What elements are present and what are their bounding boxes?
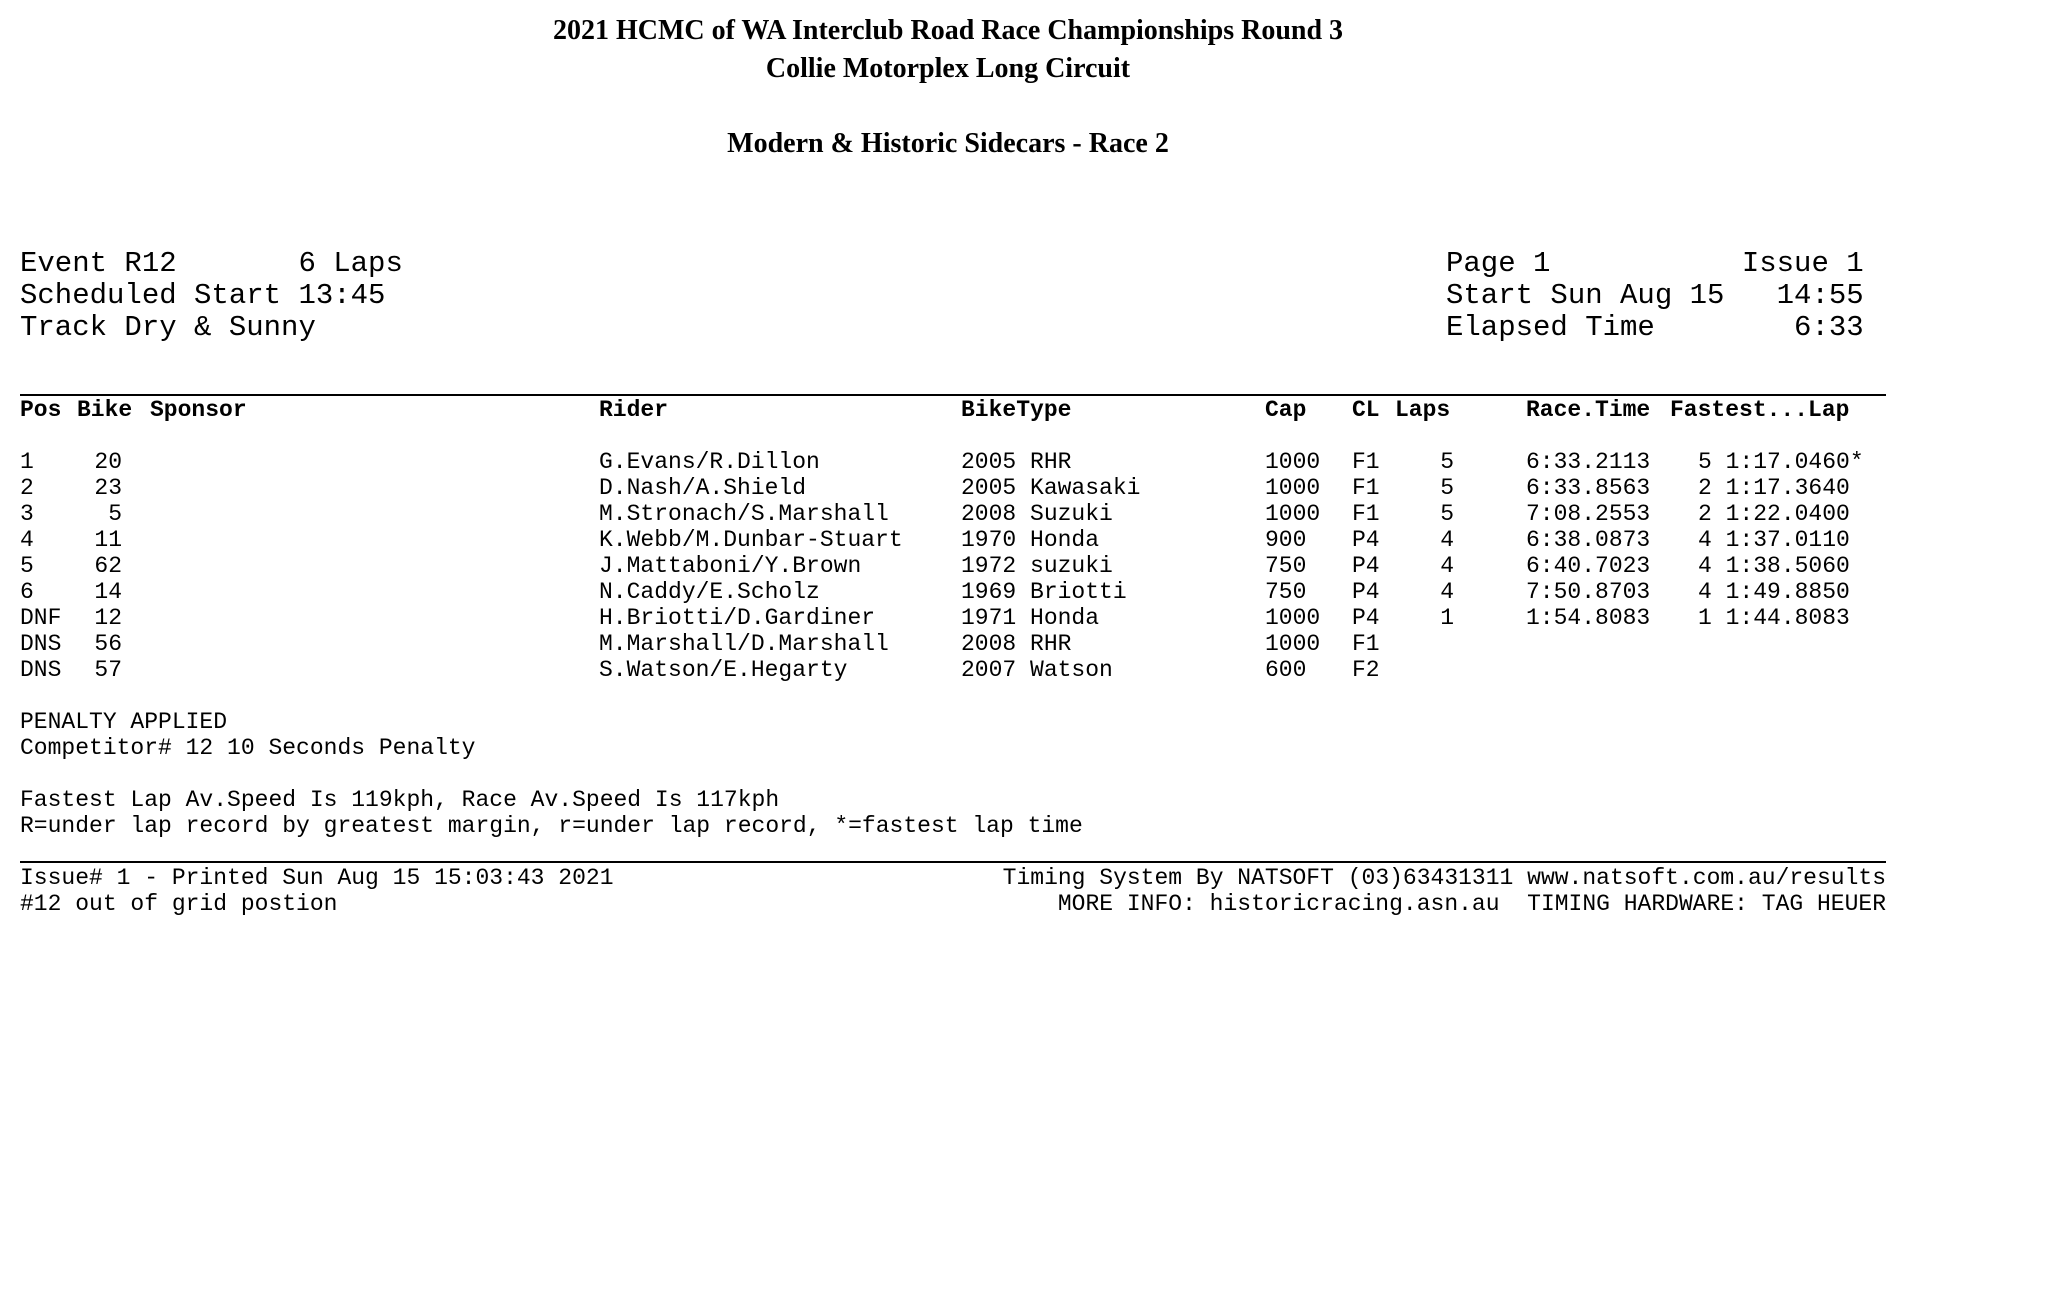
race-time: 6:40.7023 bbox=[1526, 553, 1651, 579]
class: P4 bbox=[1352, 605, 1380, 631]
table-row bbox=[0, 527, 2048, 553]
capacity: 750 bbox=[1265, 579, 1307, 605]
capacity: 750 bbox=[1265, 553, 1307, 579]
bike-type: 2007 Watson bbox=[961, 657, 1113, 683]
rider: M.Stronach/S.Marshall bbox=[599, 501, 889, 527]
pos: 5 bbox=[20, 553, 34, 579]
col-rider: Rider bbox=[599, 397, 669, 423]
bike-number: 5 bbox=[108, 501, 122, 527]
capacity: 1000 bbox=[1265, 501, 1321, 527]
track-condition: Track Dry & Sunny bbox=[20, 311, 316, 344]
laps: 5 bbox=[1440, 501, 1454, 527]
laps: 1 bbox=[1440, 605, 1454, 631]
col-cap: Cap bbox=[1265, 397, 1307, 423]
report-title: 2021 HCMC of WA Interclub Road Race Championships Round 3 bbox=[552, 15, 1344, 46]
fastest-lap: 2 1:22.0400 bbox=[1698, 501, 1850, 527]
bike-type: 1972 suzuki bbox=[961, 553, 1113, 579]
table-row bbox=[0, 553, 2048, 579]
penalty-title: PENALTY APPLIED bbox=[20, 709, 228, 735]
bike-type: 2005 RHR bbox=[961, 449, 1072, 475]
rider: J.Mattaboni/Y.Brown bbox=[599, 553, 862, 579]
capacity: 1000 bbox=[1265, 475, 1321, 501]
capacity: 1000 bbox=[1265, 605, 1321, 631]
fastest-lap: 2 1:17.3640 bbox=[1698, 475, 1850, 501]
fastest-lap: 4 1:38.5060 bbox=[1698, 553, 1850, 579]
header-rule bbox=[20, 394, 1886, 396]
pos: DNS bbox=[20, 657, 62, 683]
bike-number: 56 bbox=[94, 631, 122, 657]
pos: 1 bbox=[20, 449, 34, 475]
rider: S.Watson/E.Hegarty bbox=[599, 657, 848, 683]
laps: 4 bbox=[1440, 553, 1454, 579]
event-info: Event R12 6 Laps bbox=[20, 247, 403, 280]
race-name: Modern & Historic Sidecars - Race 2 bbox=[727, 128, 1169, 159]
col-pos: Pos bbox=[20, 397, 62, 423]
col-racetime: Race.Time bbox=[1526, 397, 1651, 423]
bike-type: 2008 RHR bbox=[961, 631, 1072, 657]
bike-number: 62 bbox=[94, 553, 122, 579]
grid-note: #12 out of grid postion bbox=[20, 891, 338, 917]
legend-note: R=under lap record by greatest margin, r=under lap record, *=fastest lap time bbox=[20, 813, 1083, 839]
fastest-lap: 4 1:37.0110 bbox=[1698, 527, 1850, 553]
bike-type: 1970 Honda bbox=[961, 527, 1100, 553]
col-laps: Laps bbox=[1395, 397, 1451, 423]
class: P4 bbox=[1352, 579, 1380, 605]
col-fastest: Fastest...Lap bbox=[1670, 397, 1850, 423]
fastest-lap: 1 1:44.8083 bbox=[1698, 605, 1850, 631]
rider: G.Evans/R.Dillon bbox=[599, 449, 820, 475]
race-time: 7:08.2553 bbox=[1526, 501, 1651, 527]
bike-type: 2008 Suzuki bbox=[961, 501, 1113, 527]
penalty-detail: Competitor# 12 10 Seconds Penalty bbox=[20, 735, 476, 761]
race-time: 7:50.8703 bbox=[1526, 579, 1651, 605]
laps: 4 bbox=[1440, 579, 1454, 605]
table-row bbox=[0, 449, 2048, 475]
table-row bbox=[0, 657, 2048, 683]
start-time: Start Sun Aug 15 14:55 bbox=[1446, 279, 1864, 312]
rider: M.Marshall/D.Marshall bbox=[599, 631, 889, 657]
pos: DNS bbox=[20, 631, 62, 657]
bike-type: 1969 Briotti bbox=[961, 579, 1127, 605]
laps: 4 bbox=[1440, 527, 1454, 553]
speed-note: Fastest Lap Av.Speed Is 119kph, Race Av.Speed Is 117kph bbox=[20, 787, 780, 813]
class: F1 bbox=[1352, 631, 1380, 657]
bike-number: 23 bbox=[94, 475, 122, 501]
table-row bbox=[0, 579, 2048, 605]
pos: 3 bbox=[20, 501, 34, 527]
page-issue: Page 1 Issue 1 bbox=[1446, 247, 1864, 280]
col-biketype: BikeType bbox=[961, 397, 1072, 423]
race-time: 6:33.2113 bbox=[1526, 449, 1651, 475]
scheduled-start: Scheduled Start 13:45 bbox=[20, 279, 386, 312]
class: F1 bbox=[1352, 449, 1380, 475]
race-time: 6:38.0873 bbox=[1526, 527, 1651, 553]
timing-system: Timing System By NATSOFT (03)63431311 www.natsoft.com.au/results bbox=[1002, 865, 1886, 891]
bike-number: 11 bbox=[94, 527, 122, 553]
race-time: 1:54.8083 bbox=[1526, 605, 1651, 631]
table-row bbox=[0, 501, 2048, 527]
class: F2 bbox=[1352, 657, 1380, 683]
laps: 5 bbox=[1440, 475, 1454, 501]
class: F1 bbox=[1352, 501, 1380, 527]
capacity: 1000 bbox=[1265, 631, 1321, 657]
fastest-lap: 5 1:17.0460* bbox=[1698, 449, 1864, 475]
col-bike: Bike bbox=[77, 397, 133, 423]
class: P4 bbox=[1352, 527, 1380, 553]
laps: 5 bbox=[1440, 449, 1454, 475]
bike-type: 1971 Honda bbox=[961, 605, 1100, 631]
col-cl: CL bbox=[1352, 397, 1380, 423]
bike-number: 14 bbox=[94, 579, 122, 605]
class: F1 bbox=[1352, 475, 1380, 501]
elapsed-time: Elapsed Time 6:33 bbox=[1446, 311, 1864, 344]
circuit-name: Collie Motorplex Long Circuit bbox=[765, 53, 1131, 84]
col-sponsor: Sponsor bbox=[150, 397, 247, 423]
rider: K.Webb/M.Dunbar-Stuart bbox=[599, 527, 903, 553]
capacity: 1000 bbox=[1265, 449, 1321, 475]
capacity: 600 bbox=[1265, 657, 1307, 683]
pos: 4 bbox=[20, 527, 34, 553]
bike-number: 20 bbox=[94, 449, 122, 475]
rider: N.Caddy/E.Scholz bbox=[599, 579, 820, 605]
table-row bbox=[0, 475, 2048, 501]
fastest-lap: 4 1:49.8850 bbox=[1698, 579, 1850, 605]
table-row bbox=[0, 631, 2048, 657]
more-info: MORE INFO: historicracing.asn.au TIMING HARDWARE: TAG HEUER bbox=[1057, 891, 1886, 917]
footer-rule bbox=[20, 861, 1886, 863]
bike-number: 12 bbox=[94, 605, 122, 631]
results-header bbox=[0, 397, 2048, 423]
rider: D.Nash/A.Shield bbox=[599, 475, 807, 501]
rider: H.Briotti/D.Gardiner bbox=[599, 605, 876, 631]
pos: 6 bbox=[20, 579, 34, 605]
issue-printed: Issue# 1 - Printed Sun Aug 15 15:03:43 2021 bbox=[20, 865, 614, 891]
class: P4 bbox=[1352, 553, 1380, 579]
race-time: 6:33.8563 bbox=[1526, 475, 1651, 501]
bike-number: 57 bbox=[94, 657, 122, 683]
bike-type: 2005 Kawasaki bbox=[961, 475, 1141, 501]
capacity: 900 bbox=[1265, 527, 1307, 553]
pos: 2 bbox=[20, 475, 34, 501]
pos: DNF bbox=[20, 605, 62, 631]
table-row bbox=[0, 605, 2048, 631]
